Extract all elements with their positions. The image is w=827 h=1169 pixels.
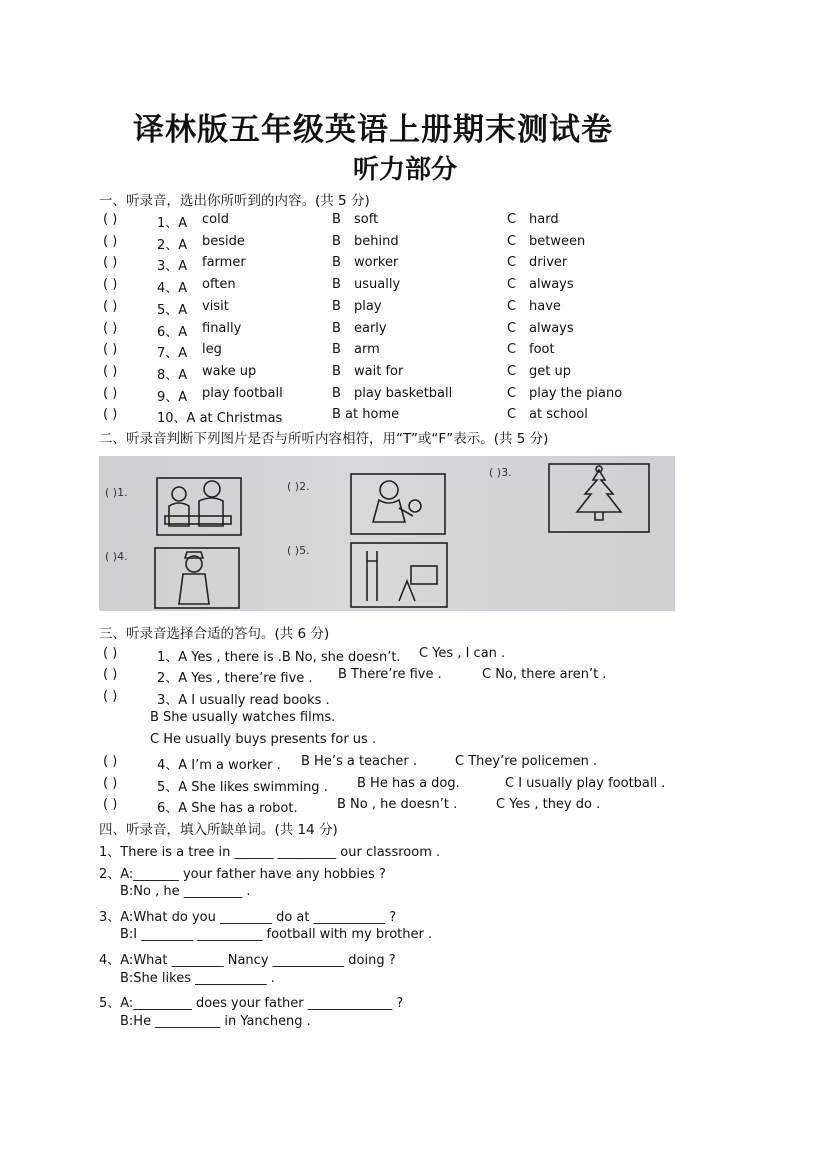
answer-paren: ( ) [103,754,118,769]
option-c-letter: C [507,320,517,336]
option-b-letter: B [332,342,341,358]
option-b: play basketball [354,385,453,401]
answer-paren: ( ) [103,212,118,227]
photo-label-4: ( )4. [105,550,128,563]
answer-paren: ( ) [103,646,118,661]
option-b: B He’s a teacher . [301,754,418,769]
answer-paren: ( ) [103,298,118,314]
answer-line: 1、A Yes , there is .B No, she doesn’t. [157,650,401,665]
fill-blank-line: 3、A:What do you ________ do at ___________ ? [99,909,397,925]
option-a: play football [202,385,283,401]
answer-line: B She usually watches films. [150,710,336,725]
option-a: visit [202,298,229,314]
option-c: always [529,320,574,336]
option-c-letter: C [507,233,517,249]
option-c: driver [529,255,568,271]
option-c-letter: C [507,277,517,293]
page-title: 译林版五年级英语上册期末测试卷 [133,112,613,148]
answer-line: 2、A Yes , there’re five . [157,671,313,686]
section1-heading: 一、听录音，选出你所听到的内容。(共 5 分) [99,193,370,209]
answer-paren: ( ) [103,320,118,336]
option-c: always [529,277,574,293]
option-b: usually [354,277,401,293]
option-c: at school [529,407,588,423]
option-b: soft [354,212,379,227]
answer-paren: ( ) [103,255,118,271]
frame-2 [351,474,445,534]
photo-label-2: ( )2. [287,480,310,493]
option-c-letter: C [507,385,517,401]
section2-picture [99,456,675,611]
option-c-letter: C [507,342,517,358]
option-c-letter: C [507,407,517,423]
answer-line: 4、A I’m a worker . [157,758,281,773]
answer-line: 3、A I usually read books . [157,693,330,708]
answer-line: 6、A She has a robot. [157,801,298,816]
answer-paren: ( ) [103,233,118,249]
option-b-letter: B [332,277,341,293]
frame-5 [351,543,447,607]
option-c: C No, there aren’t . [482,667,607,682]
section3-heading: 三、听录音选择合适的答句。(共 6 分) [99,626,330,642]
option-b-letter: B [332,212,341,227]
fill-blank-line: B:She likes ___________ . [120,970,275,986]
fill-blank-line: B:He __________ in Yancheng . [120,1013,311,1029]
option-c-letter: C [507,298,517,314]
option-c-letter: C [507,363,517,379]
question-number: 8、A [157,367,188,383]
option-b: wait for [354,363,404,379]
option-c: have [529,298,561,314]
option-b: B There’re five . [338,667,442,682]
fill-blank-line: B:No , he _________ . [120,884,251,900]
option-a: often [202,277,236,293]
answer-paren: ( ) [103,363,118,379]
answer-paren: ( ) [103,342,118,358]
option-b: behind [354,233,399,249]
option-b: arm [354,342,380,358]
option-b: early [354,320,387,336]
frame-3 [549,464,649,532]
picture-drawings [99,456,675,611]
option-c: foot [529,342,555,358]
option-a: cold [202,212,229,227]
option-b-letter: B [332,233,341,249]
question-number: 6、A [157,324,188,340]
option-b: B No , he doesn’t . [337,797,458,812]
fill-blank-line: 2、A:_______ your father have any hobbies ? [99,866,386,882]
option-c: C They’re policemen . [455,754,598,769]
question-number: 7、A [157,346,188,362]
answer-line: C He usually buys presents for us . [150,732,377,747]
photo-label-3: ( )3. [489,466,512,479]
answer-paren: ( ) [103,385,118,401]
photo-label-5: ( )5. [287,544,310,557]
option-c: hard [529,212,559,227]
answer-paren: ( ) [103,776,118,791]
answer-paren: ( ) [103,667,118,682]
option-c: C Yes , I can . [419,646,506,661]
answer-paren: ( ) [103,407,118,423]
question-number: 1、A [157,216,188,231]
option-a: beside [202,233,245,249]
option-c: C Yes , they do . [496,797,601,812]
question-number: 5、A [157,302,188,318]
fill-blank-line: B:I ________ __________ football with my brother . [120,927,433,943]
option-a: farmer [202,255,246,271]
option-b: play [354,298,382,314]
option-c-letter: C [507,212,517,227]
option-a: leg [202,342,222,358]
page-subtitle: 听力部分 [353,155,458,185]
question-number: 3、A [157,259,188,275]
option-c: C I usually play football . [505,776,666,791]
option-b-letter: B [332,363,341,379]
option-c: get up [529,363,571,379]
option-a: wake up [202,363,257,379]
option-b-letter: B [332,298,341,314]
question-number: 10、A at Christmas [157,411,283,427]
question-number: 2、A [157,237,188,253]
section4-heading: 四、听录音，填入所缺单词。(共 14 分) [99,822,338,838]
option-c: play the piano [529,385,623,401]
answer-line: 5、A She likes swimming . [157,780,328,795]
option-b: worker [354,255,399,271]
option-c: between [529,233,586,249]
answer-paren: ( ) [103,797,118,812]
question-number: 4、A [157,281,188,297]
fill-blank-line: 1、There is a tree in ______ _________ our classroom . [99,845,441,860]
option-b: B at home [332,407,400,423]
option-a: finally [202,320,242,336]
photo-label-1: ( )1. [105,486,128,499]
option-c-letter: C [507,255,517,271]
option-b-letter: B [332,385,341,401]
question-number: 9、A [157,389,188,405]
answer-paren: ( ) [103,277,118,293]
option-b: B He has a dog. [357,776,460,791]
option-b-letter: B [332,255,341,271]
option-b-letter: B [332,320,341,336]
answer-paren: ( ) [103,689,118,704]
fill-blank-line: 4、A:What ________ Nancy ___________ doing ? [99,953,396,968]
section2-heading: 二、听录音判断下列图片是否与所听内容相符，用“T”或“F”表示。(共 5 分) [99,431,549,447]
fill-blank-line: 5、A:_________ does your father _____________ ? [99,996,404,1012]
